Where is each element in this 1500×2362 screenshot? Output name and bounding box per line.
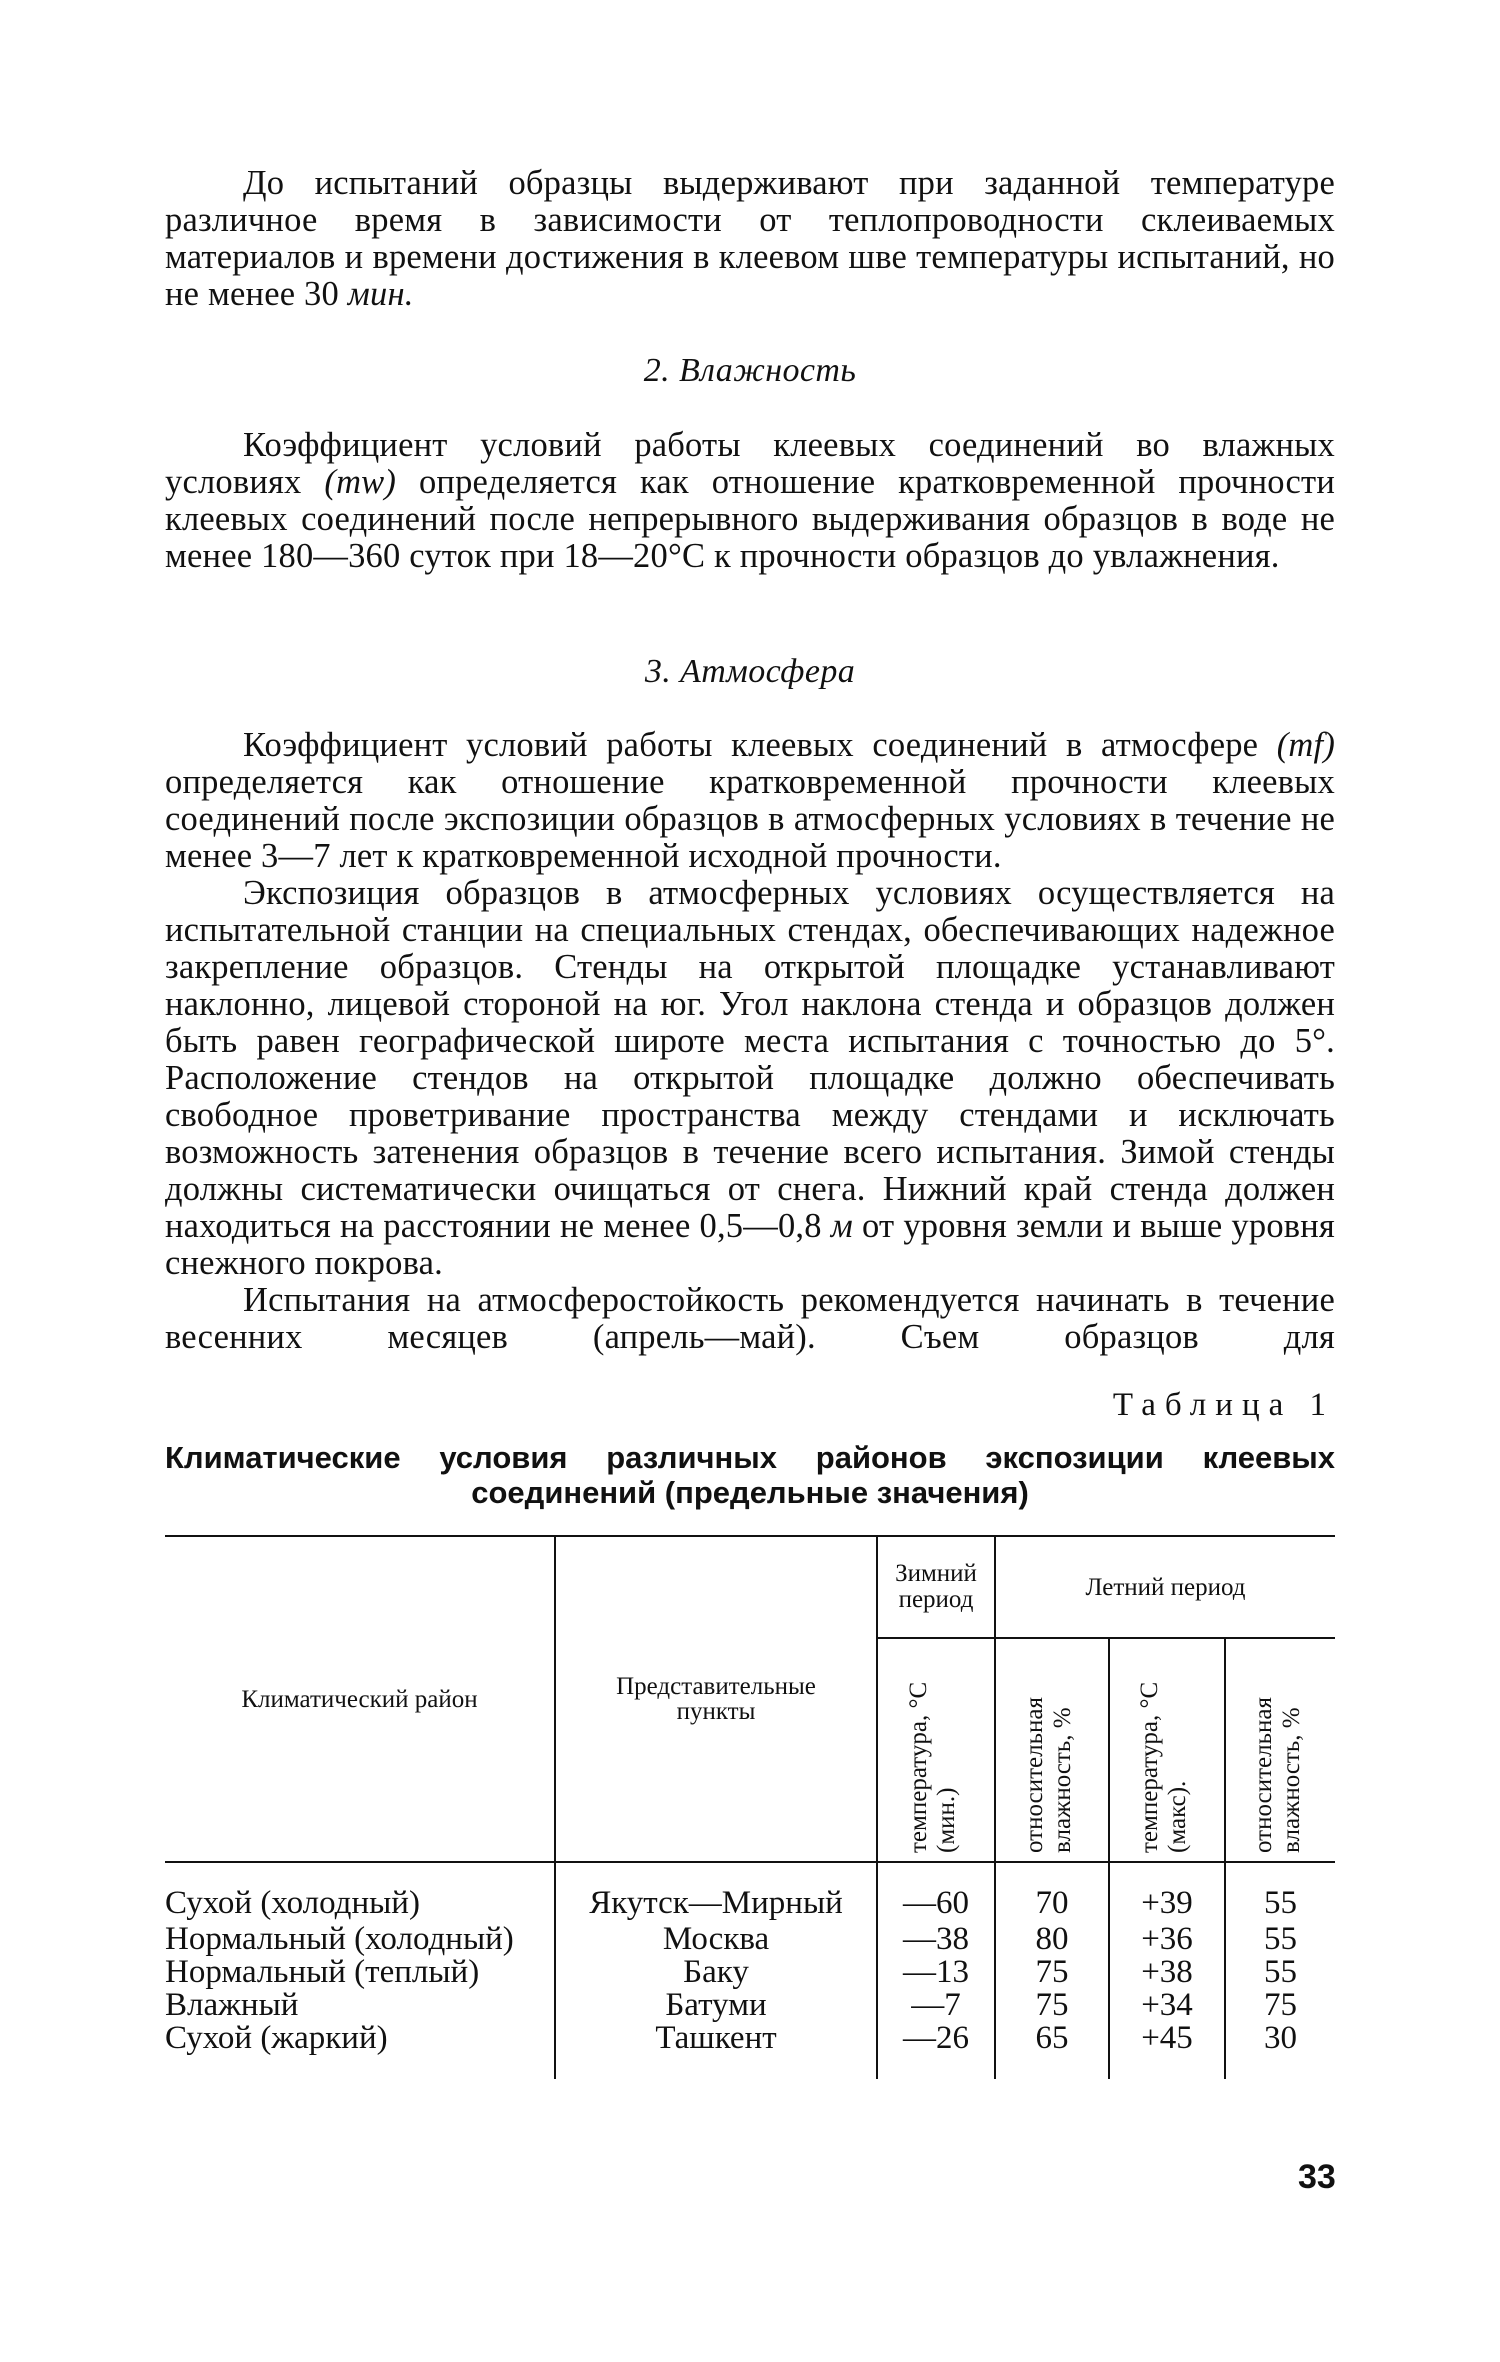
- paragraph-2-symbol: (mw): [324, 463, 397, 501]
- paragraph-3-text-b: определяется как отношение кратковременной прочности клеевых соединений после экспозиции образцов в атмосферных условиях в течение не менее 3—7 лет к кратковременной исходной прочности.: [165, 763, 1335, 875]
- header-winter-temperature: [877, 1638, 995, 1862]
- header-winter-humidity: [995, 1638, 1109, 1862]
- cell-winter-hum: 75: [995, 1989, 1109, 2022]
- cell-summer-hum: 55: [1264, 1921, 1298, 1957]
- header-winter-temperature-text: температура, °С (мин.): [905, 1681, 960, 1853]
- cell-summer-temp: +34: [1109, 1989, 1225, 2022]
- cell-point: Баку: [555, 1956, 877, 1989]
- paragraph-3-text-a: Коэффициент условий работы клеевых соединений в атмосфере: [243, 726, 1259, 764]
- paragraph-2-text-a: Коэффициент условий работы клеевых соединений во влажных условиях: [165, 426, 1335, 501]
- cell-winter-hum: 70: [995, 1862, 1109, 1920]
- paragraph-5: [165, 1282, 1335, 1356]
- table-row: [165, 1920, 1335, 1956]
- cell-region: Влажный: [165, 1989, 555, 2022]
- paragraph-4-text-a: Экспозиция образцов в атмосферных условиях осуществляется на испытательной станции на специальных стендах, обеспечивающих надежное закрепление образцов. Стенды на открытой площадке устанавливают наклонно, лицевой стороной на юг. Угол наклона стенда и образцов должен быть равен географической широте места испытания с точностью до 5°. Расположение стендов на открытой площадке должно обеспечивать свободное проветривание пространства между стендами и исключать возможность затенения образцов в течение всего испытания. Зимой стенды должны систематически очищаться от снега. Нижний край стенда должен находиться на расстоянии не менее 0,5—0,8: [165, 874, 1335, 1245]
- table-title-line-1: Климатические условия различных районов экспозиции клеевых: [165, 1440, 1335, 1475]
- cell-summer-hum: 75: [1264, 1987, 1298, 2023]
- table-row: [165, 1989, 1335, 2022]
- paragraph-2: [165, 427, 1335, 575]
- cell-winter-hum: 80: [995, 1920, 1109, 1956]
- page-number: 33: [1298, 2158, 1336, 2196]
- paragraph-4: [165, 875, 1335, 1282]
- paragraph-3-symbol: (mf): [1276, 726, 1336, 764]
- table-title: [165, 1440, 1335, 1510]
- cell-point: Ташкент: [555, 2022, 877, 2079]
- cell-region: Нормальный (теплый): [165, 1956, 555, 1989]
- header-summer-temperature-text: температура, °С (макс).: [1136, 1681, 1191, 1853]
- header-summer-humidity: [1225, 1638, 1335, 1862]
- cell-winter-temp: —38: [877, 1920, 995, 1956]
- table-number-label: Таблица 1: [1112, 1387, 1335, 1423]
- cell-winter-hum: 75: [995, 1956, 1109, 1989]
- cell-summer-hum: 55: [1264, 1954, 1298, 1990]
- paragraph-5-text: Испытания на атмосферостойкость рекомендуется начинать в течение весенних месяцев (апрель—май). Съем образцов для: [165, 1281, 1335, 1356]
- cell-summer-temp: +38: [1109, 1956, 1225, 1989]
- climate-table: [165, 1535, 1335, 2079]
- cell-summer-hum: 30: [1264, 2020, 1298, 2056]
- cell-winter-temp: —7: [877, 1989, 995, 2022]
- cell-winter-temp: —60: [877, 1862, 995, 1920]
- cell-winter-temp: —13: [877, 1956, 995, 1989]
- header-winter-humidity-text: относительная влажность, %: [1021, 1696, 1076, 1853]
- paragraph-4-text-b: от уровня земли и выше уровня снежного покрова.: [165, 1207, 1335, 1282]
- paragraph-3: [165, 727, 1335, 875]
- paragraph-1: [165, 165, 1335, 313]
- paragraph-4-unit: м: [830, 1207, 853, 1245]
- section-heading-humidity: 2. Влажность: [643, 352, 857, 389]
- paragraph-2-text-b: определяется как отношение кратковременной прочности клеевых соединений после непрерывного выдерживания образцов в воде не менее 180—360 суток при 18—20°С к прочности образцов до увлажнения.: [165, 463, 1335, 575]
- header-region: Климатический район: [165, 1536, 555, 1862]
- header-points: Представительные пункты: [555, 1536, 877, 1862]
- header-summer-temperature: [1109, 1638, 1225, 1862]
- header-summer-period: Летний период: [995, 1536, 1335, 1638]
- cell-region-text: Нормальный (холодный): [165, 1921, 514, 1957]
- cell-point: Батуми: [555, 1989, 877, 2022]
- cell-point: Москва: [555, 1920, 877, 1956]
- cell-winter-hum: 65: [995, 2022, 1109, 2079]
- table-title-line-2: соединений (предельные значения): [471, 1475, 1029, 1510]
- table-row: [165, 1862, 1335, 1920]
- paragraph-1-unit: мин.: [347, 275, 414, 313]
- paragraph-1-text: До испытаний образцы выдерживают при заданной температуре различное время в зависимости от теплопроводности склеиваемых материалов и времени достижения в клеевом шве температуры испытаний, но не менее 30: [165, 164, 1335, 313]
- section-heading-atmosphere: 3. Атмосфера: [644, 653, 856, 690]
- cell-region: [165, 1920, 555, 1956]
- header-summer-humidity-text: относительная влажность, %: [1249, 1696, 1305, 1853]
- header-winter-period: Зимний период: [877, 1536, 995, 1638]
- cell-summer-hum: 55: [1264, 1885, 1298, 1921]
- cell-summer-temp: +39: [1109, 1862, 1225, 1920]
- cell-point: Якутск—Мирный: [555, 1862, 877, 1920]
- cell-region: Сухой (холодный): [165, 1862, 555, 1920]
- cell-winter-temp: —26: [877, 2022, 995, 2079]
- cell-summer-temp: +36: [1109, 1920, 1225, 1956]
- table-row: [165, 1956, 1335, 1989]
- cell-summer-temp: +45: [1109, 2022, 1225, 2079]
- cell-region: Сухой (жаркий): [165, 2022, 555, 2079]
- table-row: [165, 2022, 1335, 2079]
